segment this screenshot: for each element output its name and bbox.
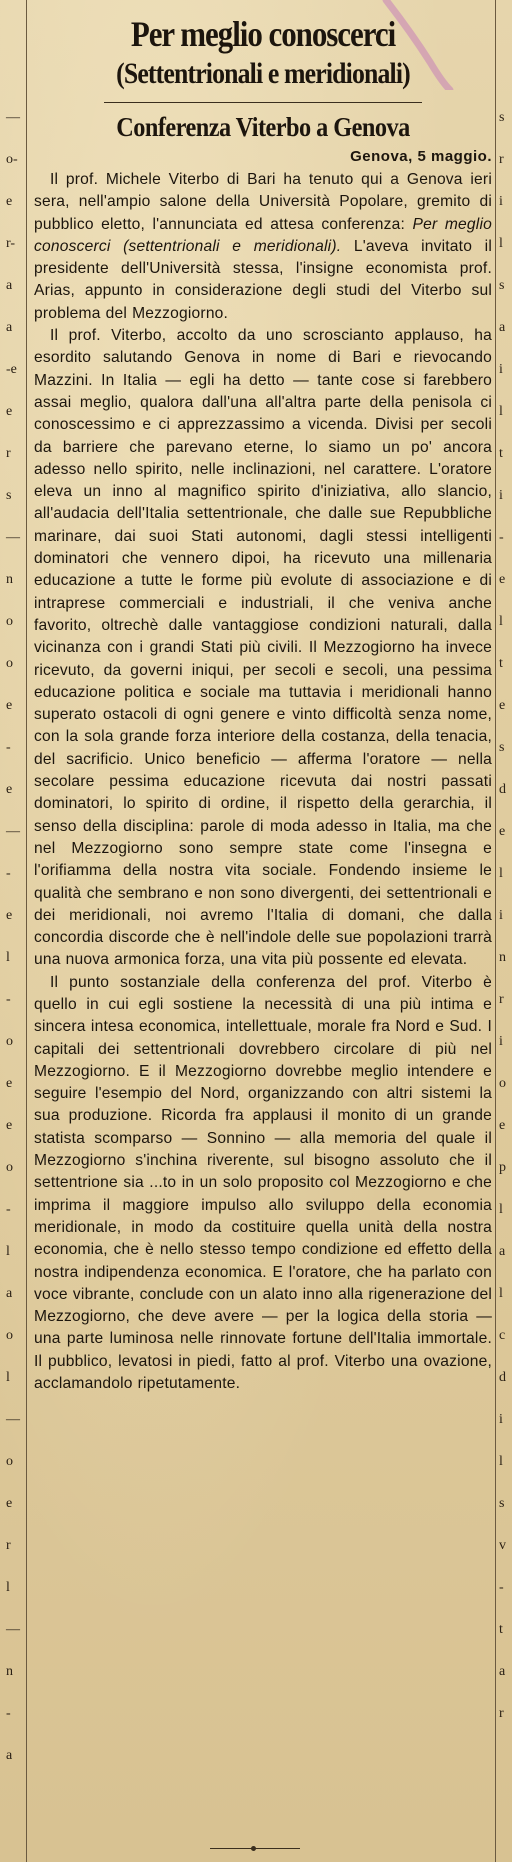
left-fragment-char: —: [6, 110, 20, 125]
right-fragment-char: t: [499, 446, 503, 461]
right-fragment-char: -: [499, 530, 504, 545]
left-fragment-char: n: [6, 572, 13, 587]
paragraph-1-text: Il prof. Michele Viterbo di Bari ha tenuto qui a Genova ieri sera, nell'ampio salone della Università Popolare, gremito di pubblico eletto, l'annunciata ed attesa conferenza:: [34, 171, 492, 233]
right-fragment-char: s: [499, 278, 505, 293]
right-fragment-char: s: [499, 1496, 505, 1511]
left-fragment-char: o: [6, 1034, 13, 1049]
right-column-fragment: [495, 0, 512, 1862]
left-fragment-char: l: [6, 1580, 10, 1595]
right-fragment-char: p: [499, 1160, 506, 1175]
left-fragment-char: o: [6, 1160, 13, 1175]
left-fragment-char: o: [6, 656, 13, 671]
left-fragment-char: s: [6, 488, 12, 503]
right-fragment-char: -: [499, 1580, 504, 1595]
right-fragment-char: t: [499, 656, 503, 671]
left-fragment-char: o: [6, 614, 13, 629]
right-fragment-char: e: [499, 824, 506, 839]
left-fragment-char: —: [6, 824, 20, 839]
right-fragment-char: e: [499, 1118, 506, 1133]
subheadline: (Settentrionali e meridionali): [116, 57, 410, 90]
section-title: Conferenza Viterbo a Genova: [116, 112, 410, 142]
left-fragment-char: -: [6, 866, 11, 881]
right-fragment-char: l: [499, 1454, 503, 1469]
left-fragment-char: o: [6, 1328, 13, 1343]
paragraph-3: Il punto sostanziale della conferenza del prof. Viterbo è quello in cui egli sostiene la necessità di una più intima e sincera intesa economica, intellettuale, morale fra Nord e Sud. I capitali dei settentrionali dovrebbero circolare di più nel Mezzogiorno. E il Mezzogiorno dovrebbe meglio intendere e seguire l'esempio del Nord, organizzando con altri sistemi la sua produzione. Ricorda fra applausi il monito di un grande statista scomparso — Sonnino — alla memoria del quale il Mezzogiorno s'inchina riverente, sul bisogno assoluto che il settentrione sia ...to in un solo proposito col Mezzogiorno e che imprima il maggiore impulso allo sviluppo della economia meridionale, in modo da costituire quella unità della nostra economia, che è nello stesso tempo condizione ed effetto della nostra indipendenza economica. E l'oratore, che ha parlato con voce vibrante, conclude con un alato inno alla rigenerazione del Mezzogiorno, che deve avere — per la logica della storia — una parte luminosa nelle rinnovate fortune dell'Italia immortale. Il pubblico, levatosi in piedi, fatto al prof. Viterbo una ovazione, acclamandolo ripetutamente.: [34, 973, 492, 1393]
end-rule: [210, 1848, 300, 1849]
right-fragment-char: v: [499, 1538, 506, 1553]
right-fragment-char: o: [499, 1076, 506, 1091]
left-fragment-char: e: [6, 782, 13, 797]
article: [34, 14, 492, 1395]
left-fragment-char: a: [6, 320, 13, 335]
left-fragment-char: o-: [6, 152, 18, 167]
paragraph-1: [34, 169, 492, 325]
left-fragment-char: -e: [6, 362, 17, 377]
right-fragment-char: l: [499, 1202, 503, 1217]
paragraph-2: Il prof. Viterbo, accolto da uno scroscianto applauso, ha esordito salutando Genova in nome di Bari e rievocando Mazzini. In Italia — egli ha detto — tante cose si farebbero assai meglio, qualora dall'una all'altra parte della penisola ci conoscessimo e ci apprezzassimo a vicenda. Divisi per secoli da barriere che parevano eterne, lo siamo un po' ancora adesso nello spirito, nelle inclinazioni, nel carattere. L'oratore eleva un inno al magnifico spirito d'iniziativa, allo slancio, all'audacia dell'Italia settentrionale, che dalle sue Repubbliche marinare, dai suoi Stati autonomi, dagli stessi intelligenti dominatori che vennero dipoi, ha ricevuto una millenaria educazione a tutte le forme più evolute di associazione e di intraprese commerciali e industriali, il che veniva anche favorito, oltrechè dalle vantaggiose condizioni naturali, dalla vicinanza con i grandi Stati più civili. Il Mezzogiorno ha invece ricevuto, da governi iniqui, per secoli e secoli, una pessima educazione politica e sociale ma tuttavia i meridionali hanno superato ostacoli di ogni genere e vinto difficoltà senza nome, con la sola grande forza interiore della costanza, della tenacia, del sacrificio. Unico beneficio — afferma l'oratore — nella secolare pessima educazione ricevuta dai nostri passati dominatori, lo spirito di ordine, il rispetto della gerarchia, il senso della disciplina: parole di moda adesso in Italia, ma che nel Mezzogiorno sono sempre state come l'insegna e l'orifiamma della nostra vita sociale. Fondendo insieme le qualità che sembrano e non sono divergenti, dei settentrionali e dei meridionali, noi avremo l'Italia di domani, che dalla concordia discorde che è nell'indole delle sue popolazioni trarrà una nuova armonica forza, una vita più possente ed elevata.: [34, 327, 492, 969]
left-column-fragment: [0, 0, 27, 1862]
left-fragment-char: e: [6, 698, 13, 713]
right-fragment-char: n: [499, 950, 506, 965]
left-fragment-char: l: [6, 950, 10, 965]
left-fragment-char: e: [6, 1496, 13, 1511]
left-fragment-char: -: [6, 740, 11, 755]
left-fragment-char: l: [6, 1370, 10, 1385]
left-fragment-char: e: [6, 908, 13, 923]
left-fragment-char: r-: [6, 236, 16, 251]
end-rule-dot: [251, 1846, 256, 1851]
dateline: Genova, 5 maggio.: [350, 148, 492, 165]
right-fragment-char: e: [499, 698, 506, 713]
left-fragment-char: —: [6, 1622, 20, 1637]
right-fragment-char: r: [499, 1706, 504, 1721]
right-fragment-char: e: [499, 572, 506, 587]
headline: Per meglio conoscerci: [130, 14, 396, 54]
left-fragment-char: e: [6, 1076, 13, 1091]
left-fragment-char: o: [6, 1454, 13, 1469]
right-fragment-char: a: [499, 320, 506, 335]
right-fragment-char: a: [499, 1664, 506, 1679]
right-fragment-char: l: [499, 1286, 503, 1301]
right-fragment-char: l: [499, 866, 503, 881]
left-fragment-char: e: [6, 194, 13, 209]
right-fragment-char: r: [499, 152, 504, 167]
right-fragment-char: i: [499, 1034, 503, 1049]
right-fragment-char: l: [499, 404, 503, 419]
right-fragment-char: i: [499, 1412, 503, 1427]
right-fragment-char: s: [499, 740, 505, 755]
right-fragment-char: i: [499, 362, 503, 377]
left-fragment-char: e: [6, 1118, 13, 1133]
left-fragment-char: —: [6, 1412, 20, 1427]
left-fragment-char: a: [6, 278, 13, 293]
left-fragment-char: -: [6, 1706, 11, 1721]
left-fragment-char: r: [6, 446, 11, 461]
right-fragment-char: r: [499, 992, 504, 1007]
left-fragment-char: n: [6, 1664, 13, 1679]
right-fragment-char: a: [499, 1244, 506, 1259]
left-fragment-char: r: [6, 1538, 11, 1553]
right-fragment-char: l: [499, 236, 503, 251]
right-fragment-char: t: [499, 1622, 503, 1637]
left-fragment-char: -: [6, 1202, 11, 1217]
paragraph-1-end: L'aveva invitato il presidente dell'Università stessa, l'insigne economista prof. Arias, appunto in considerazione degli studi del Viterbo sul problema del Mezzogiorno.: [34, 237, 492, 322]
right-fragment-char: l: [499, 614, 503, 629]
right-fragment-char: d: [499, 782, 506, 797]
conference-title-italic: Per meglio conoscerci (settentrionali e meridionali).: [34, 215, 492, 255]
left-fragment-char: —: [6, 530, 20, 545]
left-fragment-char: e: [6, 404, 13, 419]
left-fragment-char: -: [6, 992, 11, 1007]
right-fragment-char: i: [499, 908, 503, 923]
divider-rule: [104, 102, 422, 103]
left-fragment-char: a: [6, 1286, 13, 1301]
right-fragment-char: d: [499, 1370, 506, 1385]
left-fragment-char: l: [6, 1244, 10, 1259]
right-fragment-char: i: [499, 488, 503, 503]
right-fragment-char: i: [499, 194, 503, 209]
right-fragment-char: c: [499, 1328, 506, 1343]
right-fragment-char: s: [499, 110, 505, 125]
left-fragment-char: a: [6, 1748, 13, 1763]
